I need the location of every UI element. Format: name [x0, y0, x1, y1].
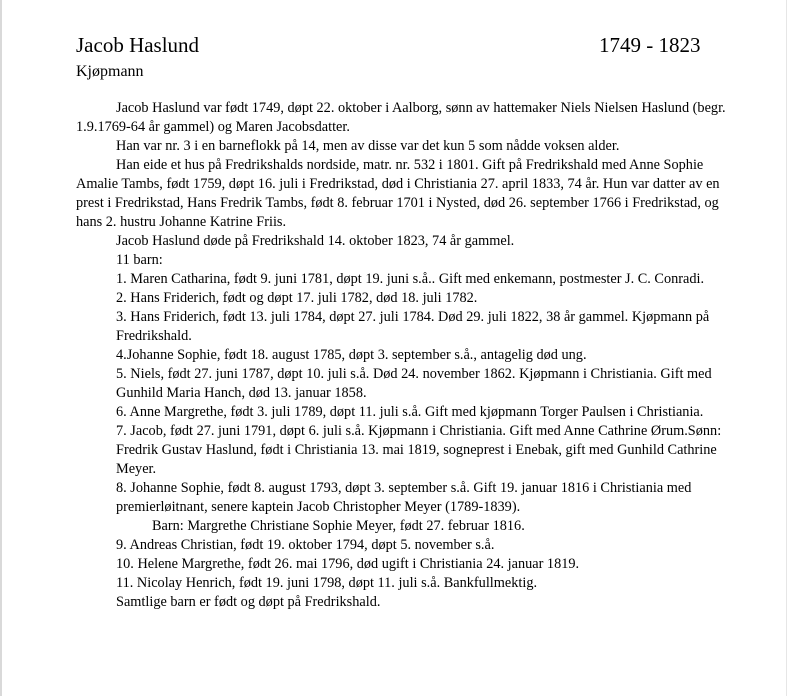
biography-body	[76, 99, 736, 612]
list-item: 2. Hans Friderich, født og døpt 17. juli 1782, død 18. juli 1782.	[116, 290, 478, 306]
list-item: 1. Maren Catharina, født 9. juni 1781, døpt 19. juni s.å.. Gift med enkemann, postmester J. C. Conradi.	[116, 271, 705, 287]
list-item: 5. Niels, født 27. juni 1787, døpt 10. juli s.å. Død 24. november 1862. Kjøpmann i Christiania. Gift med Gunhild Maria Hanch, død 13. januar 1858.	[116, 366, 712, 401]
list-item: 8. Johanne Sophie, født 8. august 1793, døpt 3. september s.å. Gift 19. januar 1816 i Christiania med premierløitnant, senere kaptein Jacob Christopher Meyer (1789-1839).	[116, 480, 692, 515]
person-name: Jacob Haslund	[76, 33, 200, 57]
children-list	[76, 270, 736, 612]
life-years: 1749 - 1823	[599, 33, 701, 57]
list-item: 7. Jacob, født 27. juni 1791, døpt 6. juli s.å. Kjøpmann i Christiania. Gift med Anne Cathrine Ørum.Sønn: Fredrik Gustav Haslund, født i Christiania 13. mai 1819, sogneprest i Enebak, gift med Gunhild Cathrine Meyer.	[116, 423, 722, 477]
list-item: 4.Johanne Sophie, født 18. august 1785, døpt 3. september s.å., antagelig død ung.	[116, 347, 587, 363]
list-item: 3. Hans Friderich, født 13. juli 1784, døpt 27. juli 1784. Død 29. juli 1822, 38 år gammel. Kjøpmann på Fredrikshald.	[116, 309, 710, 344]
occupation: Kjøpmann	[76, 63, 144, 80]
closing-statement: Samtlige barn er født og døpt på Fredrikshald.	[116, 594, 381, 610]
list-item-subentry: Barn: Margrethe Christiane Sophie Meyer, født 27. februar 1816.	[152, 518, 525, 534]
page-edge-left	[0, 0, 2, 696]
paragraph-marriage: Han eide et hus på Fredrikshalds nordside, matr. nr. 532 i 1801. Gift på Fredrikshald med Anne Sophie Amalie Tambs, født 1759, døpt 16. juli i Fredrikstad, død i Christiania 27. april 1833, 74 år. Hun var datter av en prest i Fredrikstad, Hans Fredrik Tambs, født 8. februar 1701 i Nysted, død 26. september 1766 i Fredrikstad, og hans 2. hustru Johanne Katrine Friis.	[76, 157, 720, 230]
paragraph-death: Jacob Haslund døde på Fredrikshald 14. oktober 1823, 74 år gammel.	[116, 233, 515, 249]
list-item: 11. Nicolay Henrich, født 19. juni 1798, døpt 11. juli s.å. Bankfullmektig.	[116, 575, 538, 591]
paragraph-birth: Jacob Haslund var født 1749, døpt 22. oktober i Aalborg, sønn av hattemaker Niels Nielsen Haslund (begr. 1.9.1769-64 år gammel) og Maren Jacobsdatter.	[76, 100, 726, 135]
list-item: 10. Helene Margrethe, født 26. mai 1796, død ugift i Christiania 24. januar 1819.	[116, 556, 580, 572]
children-heading: 11 barn:	[116, 252, 163, 268]
page-edge-right	[786, 0, 787, 696]
list-item: 6. Anne Margrethe, født 3. juli 1789, døpt 11. juli s.å. Gift med kjøpmann Torger Paulsen i Christiania.	[116, 404, 704, 420]
list-item: 9. Andreas Christian, født 19. oktober 1794, døpt 5. november s.å.	[116, 537, 495, 553]
paragraph-siblings: Han var nr. 3 i en barneflokk på 14, men av disse var det kun 5 som nådde voksen alder.	[116, 138, 620, 154]
